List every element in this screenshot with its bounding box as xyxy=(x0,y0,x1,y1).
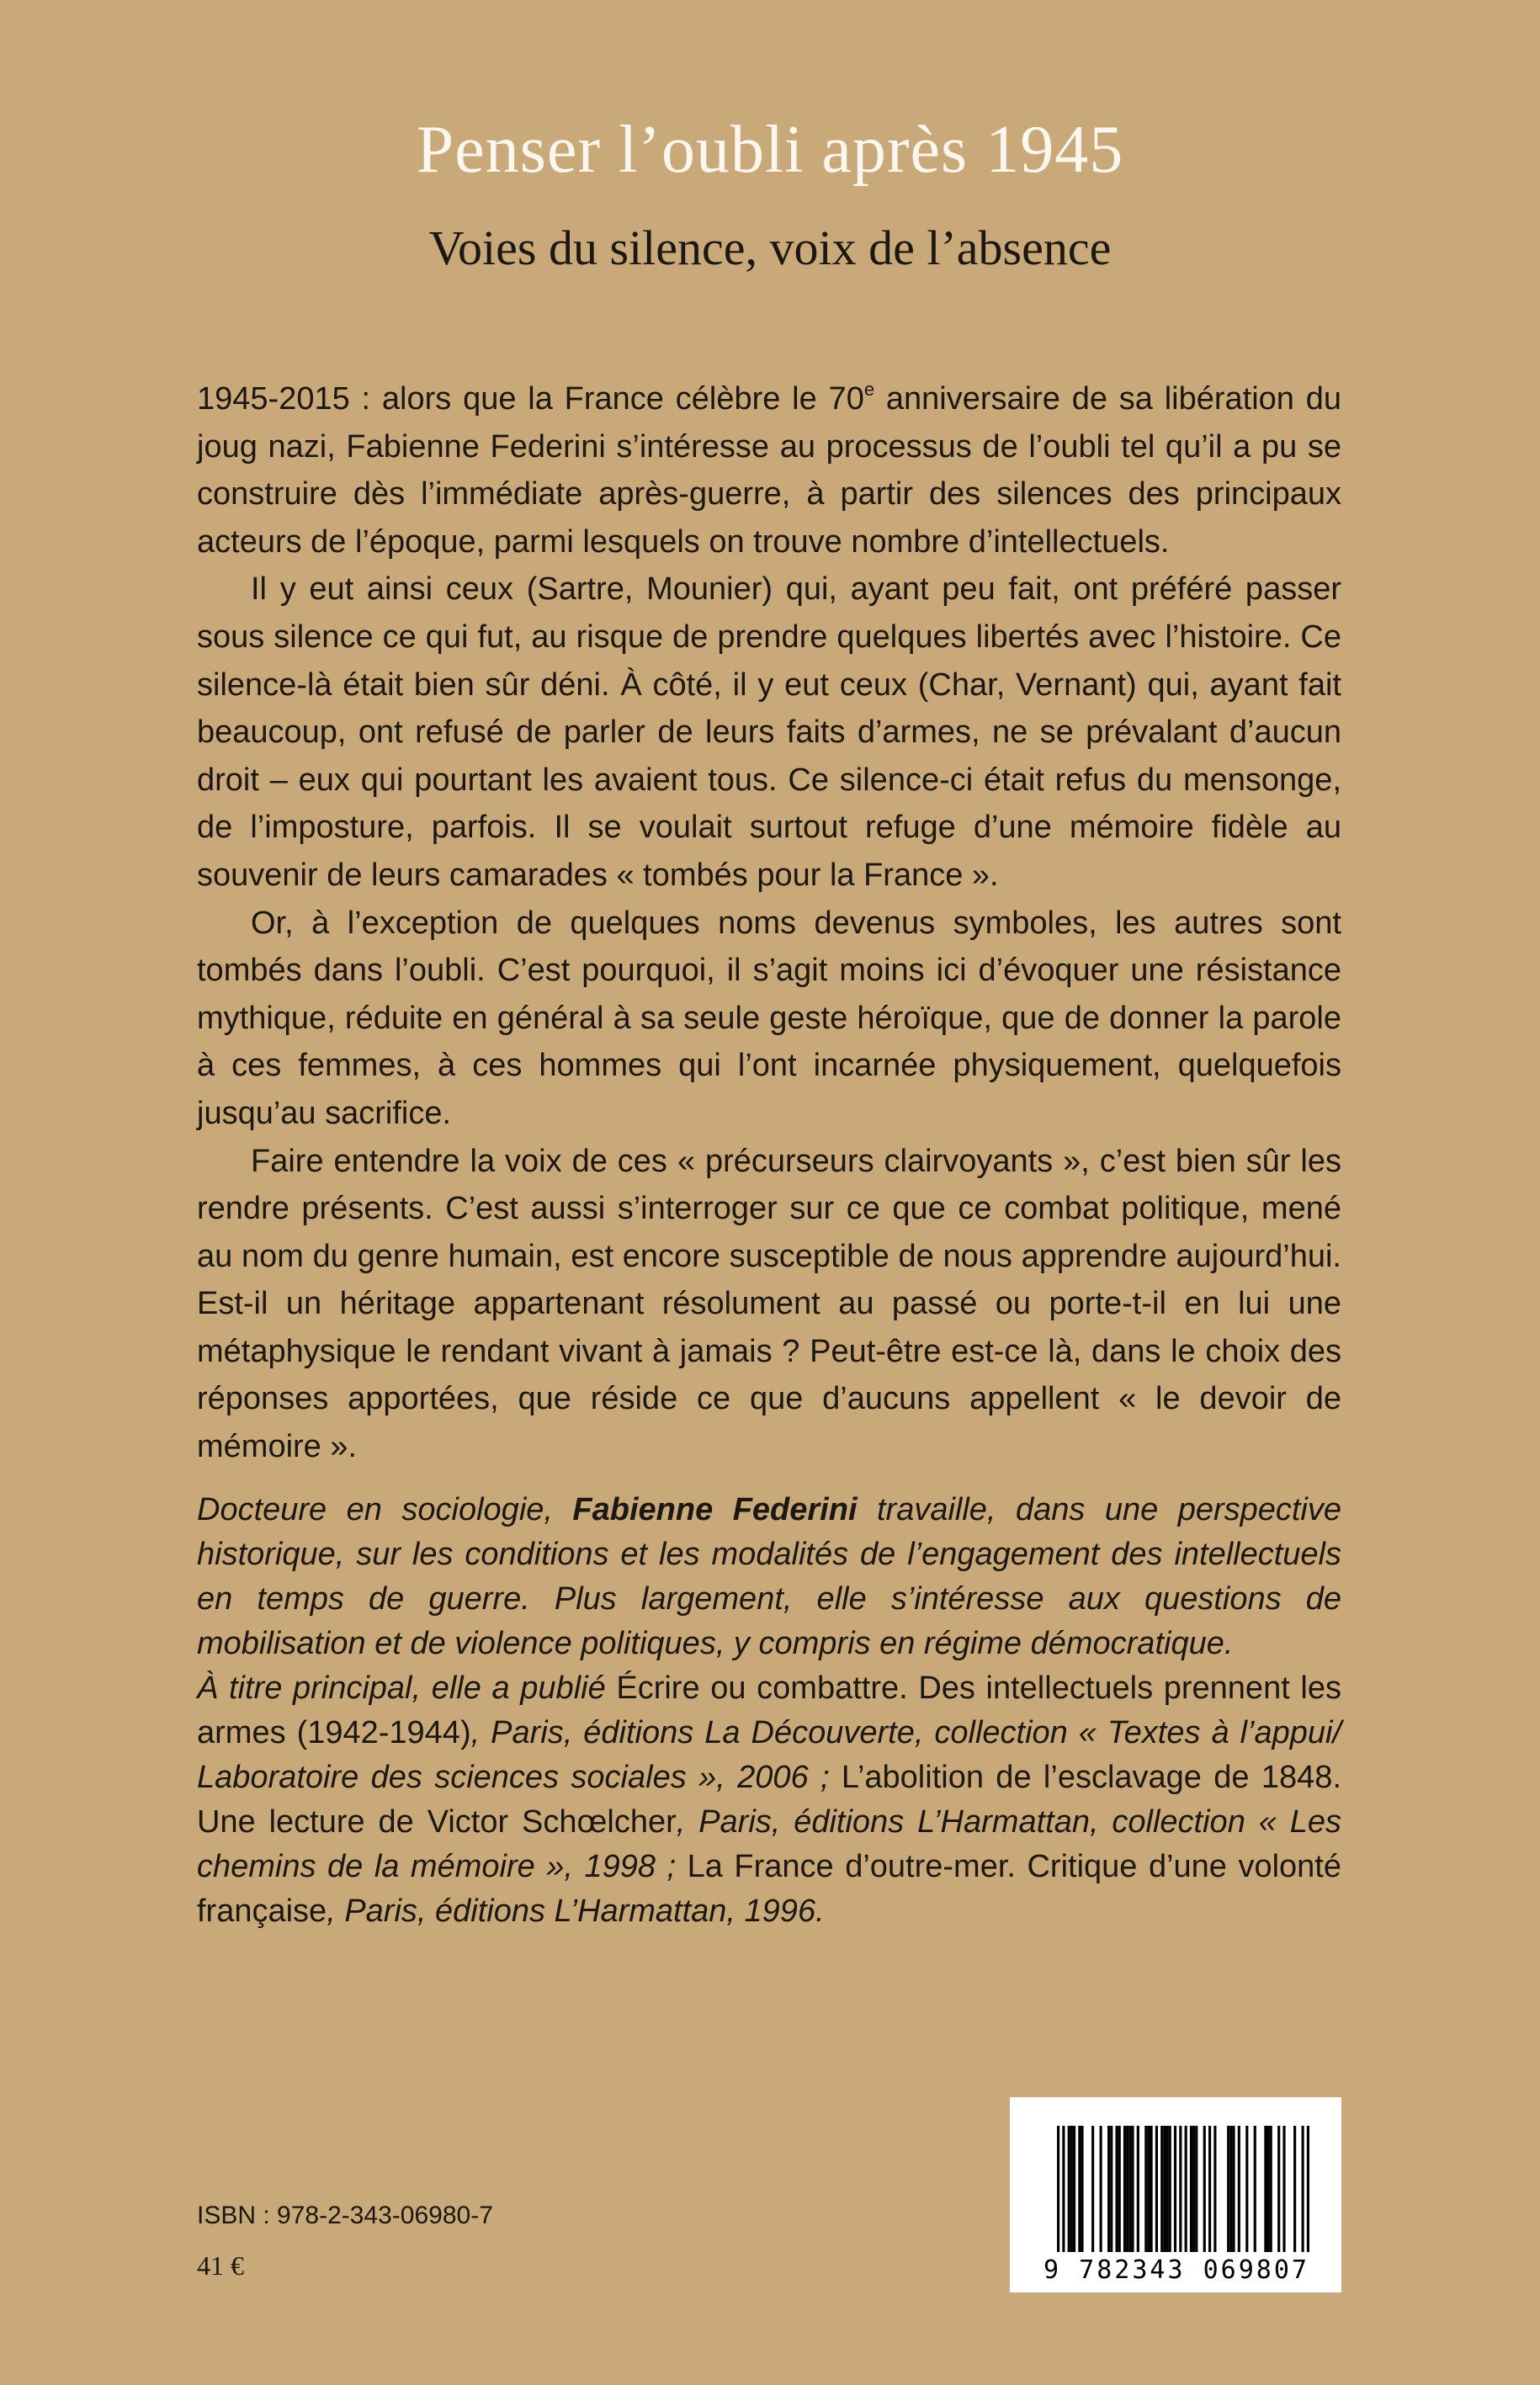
barcode-bar xyxy=(1254,2126,1256,2252)
barcode-bar xyxy=(1174,2126,1176,2252)
barcode-digits: 9 782343 069807 xyxy=(1043,2255,1309,2285)
book-3-title: La France d’outre-mer. Critique d’une volonté française xyxy=(197,1849,1341,1929)
barcode-bar xyxy=(1229,2126,1232,2252)
barcode-bar xyxy=(1150,2126,1153,2252)
barcode-bar xyxy=(1302,2126,1304,2252)
barcode-bar xyxy=(1118,2126,1121,2252)
barcode-bar xyxy=(1128,2126,1131,2252)
barcode-bar xyxy=(1091,2126,1094,2252)
barcode-bar xyxy=(1169,2126,1171,2252)
barcode-bar xyxy=(1179,2126,1182,2252)
publications-paragraph xyxy=(197,1666,1341,1934)
barcode-bar xyxy=(1100,2126,1102,2252)
summary-p1-start: 1945-2015 : alors que la France célèbre le 70 xyxy=(197,381,864,417)
barcode-bar xyxy=(1293,2126,1296,2252)
barcode-bar xyxy=(1110,2126,1113,2252)
barcode-bar xyxy=(1107,2126,1110,2252)
summary-p1-end: anniversaire de sa libération du joug nazi, Fabienne Federini s’intéresse au processus de l’oubli tel qu’il a pu se construire dès l’immédiate après-guerre, à partir des silences des principaux acteurs de l’époque, parmi lesquels on trouve nombre d’intellectuels. xyxy=(197,381,1341,560)
barcode-bar xyxy=(1163,2126,1166,2252)
author-bio xyxy=(197,1488,1341,1934)
barcode-bar xyxy=(1185,2126,1187,2252)
barcode-bar xyxy=(1062,2126,1065,2252)
author-name: Fabienne Federini xyxy=(572,1492,858,1527)
book-subtitle: Voies du silence, voix de l’absence xyxy=(428,220,1112,275)
barcode-bar xyxy=(1068,2126,1070,2252)
barcode-bar xyxy=(1078,2126,1081,2252)
barcode-bar xyxy=(1270,2126,1272,2252)
barcode-bar xyxy=(1238,2126,1240,2252)
isbn-text: ISBN : 978-2-343-06980-7 xyxy=(197,2202,493,2229)
summary-paragraph-3: Or, à l’exception de quelques noms devenus symboles, les autres sont tombés dans l’oubli. C’est pourquoi, il s’agit moins ici d’évoquer une résistance mythique, réduite en général à sa seule geste héroïque, que de donner la parole à ces femmes, à ces hommes qui l’ont incarnée physiquement, quelquefois jusqu’au sacrifice. xyxy=(197,905,1341,1131)
bio-intro: Docteure en sociologie, xyxy=(197,1492,573,1527)
barcode-bar xyxy=(1147,2126,1150,2252)
barcode-bars-icon xyxy=(1057,2126,1309,2252)
barcode-bar xyxy=(1166,2126,1168,2252)
book-1-title: Écrire ou combattre. Des intellectuels prennent les armes (1942-1944) xyxy=(197,1671,1341,1750)
book-2-details: , Paris, éditions L’Harmattan, collection « Les chemins de la mémoire », 1998 ; xyxy=(197,1804,1342,1884)
barcode-bar xyxy=(1081,2126,1083,2252)
barcode-bar xyxy=(1144,2126,1147,2252)
bio-paragraph xyxy=(197,1488,1341,1666)
barcode xyxy=(1010,2097,1341,2292)
barcode-bar xyxy=(1131,2126,1134,2252)
book-3-details: , Paris, éditions L’Harmattan, 1996. xyxy=(327,1894,825,1929)
barcode-bar xyxy=(1232,2126,1235,2252)
book-title: Penser l’oubli après 1945 xyxy=(416,113,1124,187)
barcode-bar xyxy=(1126,2126,1128,2252)
ordinal-superscript: e xyxy=(863,379,875,401)
barcode-bar xyxy=(1307,2126,1309,2252)
summary-paragraph-1 xyxy=(197,375,1341,566)
barcode-bar xyxy=(1073,2126,1075,2252)
barcode-bar xyxy=(1195,2126,1197,2252)
barcode-bar xyxy=(1264,2126,1267,2252)
barcode-bar xyxy=(1115,2126,1118,2252)
price-text: 41 € xyxy=(197,2250,244,2281)
barcode-bar xyxy=(1267,2126,1269,2252)
barcode-bar xyxy=(1123,2126,1126,2252)
barcode-bar xyxy=(1282,2126,1285,2252)
barcode-bar xyxy=(1160,2126,1163,2252)
barcode-bar xyxy=(1213,2126,1216,2252)
summary-paragraph-4: Faire entendre la voix de ces « précurseurs clairvoyants », c’est bien sûr les rendre présents. C’est aussi s’interroger sur ce que ce combat politique, mené au nom du genre humain, est encore susceptible de nous apprendre aujourd’hui. Est-il un héritage appartenant résolument au passé ou porte-t-il en lui une métaphysique le rendant vivant à jamais ? Peut-être est-ce là, dans le choix des réponses apportées, que réside ce que d’aucuns appellent « le devoir de mémoire ». xyxy=(197,1143,1341,1465)
book-1-details: , Paris, éditions La Découverte, collection « Textes à l’appui/ Laboratoire des sciences sociales », 2006 ; xyxy=(197,1715,1341,1795)
barcode-bar xyxy=(1137,2126,1139,2252)
bio-rest: travaille, dans une perspective historique, sur les conditions et les modalités de l’engagement des intellectuels en temps de guerre. Plus largement, elle s’intéresse aux questions de mobilisation et de violence politiques, y compris en régime démocratique. xyxy=(197,1492,1342,1661)
barcode-bar xyxy=(1155,2126,1158,2252)
summary-text xyxy=(197,375,1341,1471)
barcode-bar xyxy=(1192,2126,1195,2252)
barcode-bar xyxy=(1227,2126,1229,2252)
barcode-bar xyxy=(1245,2126,1248,2252)
barcode-bar xyxy=(1070,2126,1073,2252)
summary-paragraph-2: Il y eut ainsi ceux (Sartre, Mounier) qui, ayant peu fait, ont préféré passer sous silence ce qui fut, au risque de prendre quelques libertés avec l’histoire. Ce silence-là était bien sûr déni. À côté, il y eut ceux (Char, Vernant) qui, ayant fait beaucoup, ont refusé de parler de leurs faits d’armes, ne se prévalant d’aucun droit – eux qui pourtant les avaient tous. Ce silence-ci était refus du mensonge, de l’imposture, parfois. Il se voulait surtout refuge d’une mémoire fidèle au souvenir de leurs camarades « tombés pour la France ». xyxy=(197,571,1341,893)
barcode-bar xyxy=(1208,2126,1211,2252)
book-2-title: L’abolition de l’esclavage de 1848. Une lecture de Victor Schœlcher xyxy=(197,1760,1341,1840)
publications-intro: À titre principal, elle a publié xyxy=(197,1671,617,1706)
barcode-bar xyxy=(1203,2126,1206,2252)
barcode-bar xyxy=(1190,2126,1192,2252)
barcode-bar xyxy=(1057,2126,1059,2252)
barcode-bar xyxy=(1277,2126,1280,2252)
